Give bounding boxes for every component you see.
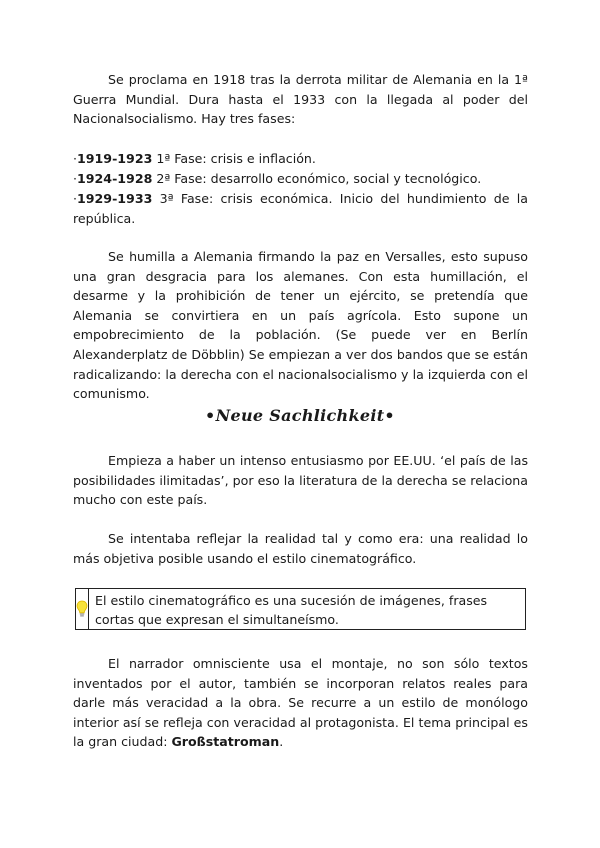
lightbulb-icon: [76, 600, 88, 618]
grossstadtroman-term: Großstatroman: [171, 734, 280, 750]
phase-1-years: 1919-1923: [77, 151, 153, 166]
intro-paragraph: Se proclama en 1918 tras la derrota militar de Alemania en la 1ª Guerra Mundial. Dura hasta el 1933 con la llegada al poder del Nacionalsocialismo. Hay tres fases:: [73, 72, 528, 127]
realism-paragraph: Se intentaba reflejar la realidad tal y como era: una realidad lo más objetiva posible usando el estilo cinematográfico.: [73, 531, 528, 566]
phase-1-text: 1ª Fase: crisis e inflación.: [152, 151, 316, 166]
phase-2-prefix: ·: [73, 171, 78, 186]
phase-3-years: 1929-1933: [77, 191, 153, 206]
phase-2-text: 2ª Fase: desarrollo económico, social y tecnológico.: [152, 171, 482, 186]
phase-2-years: 1924-1928: [77, 171, 153, 186]
narrator-paragraph: [73, 654, 528, 752]
phase-3-prefix: ·: [73, 191, 78, 206]
phase-2: [73, 169, 528, 189]
narrator-text: El narrador omnisciente usa el montaje, no son sólo textos inventados por el autor, también se incorporan relatos reales para darle más veracidad a la obra. Se recurre a un estilo de monólogo interior así se refleja con veracidad al protagonista. El tema principal es la gran ciudad:: [73, 656, 528, 750]
phase-3: [73, 189, 528, 228]
narrator-end: .: [279, 734, 284, 750]
note-box: [75, 588, 526, 630]
phase-1: [73, 149, 528, 169]
note-text: El estilo cinematográfico es una sucesión de imágenes, frases cortas que expresan el simultaneísmo.: [95, 593, 488, 627]
phase-1-prefix: ·: [73, 151, 78, 166]
versailles-paragraph: Se humilla a Alemania firmando la paz en Versalles, esto supuso una gran desgracia para los alemanes. Con esta humillación, el desarme y la prohibición de tener un ejército, se pretendía que Alemania se convirtiera en un país agrícola. Esto supone un empobrecimiento de la población. (Se puede ver en Berlín Alexanderplatz de Döbblin) Se empiezan a ver dos bandos que se están radicalizando: la derecha con el nacionalsocialismo y la izquierda con el comunismo.: [73, 249, 528, 402]
note-icon-column: [76, 589, 89, 629]
phase-3-text: 3ª Fase: crisis económica. Inicio del hundimiento de la república.: [73, 191, 528, 226]
usa-paragraph: Empieza a haber un intenso entusiasmo por EE.UU. ‘el país de las posibilidades ilimitadas’, por eso la literatura de la derecha se relaciona mucho con este país.: [73, 453, 528, 508]
section-heading: •Neue Sachlichkeit•: [205, 406, 395, 425]
